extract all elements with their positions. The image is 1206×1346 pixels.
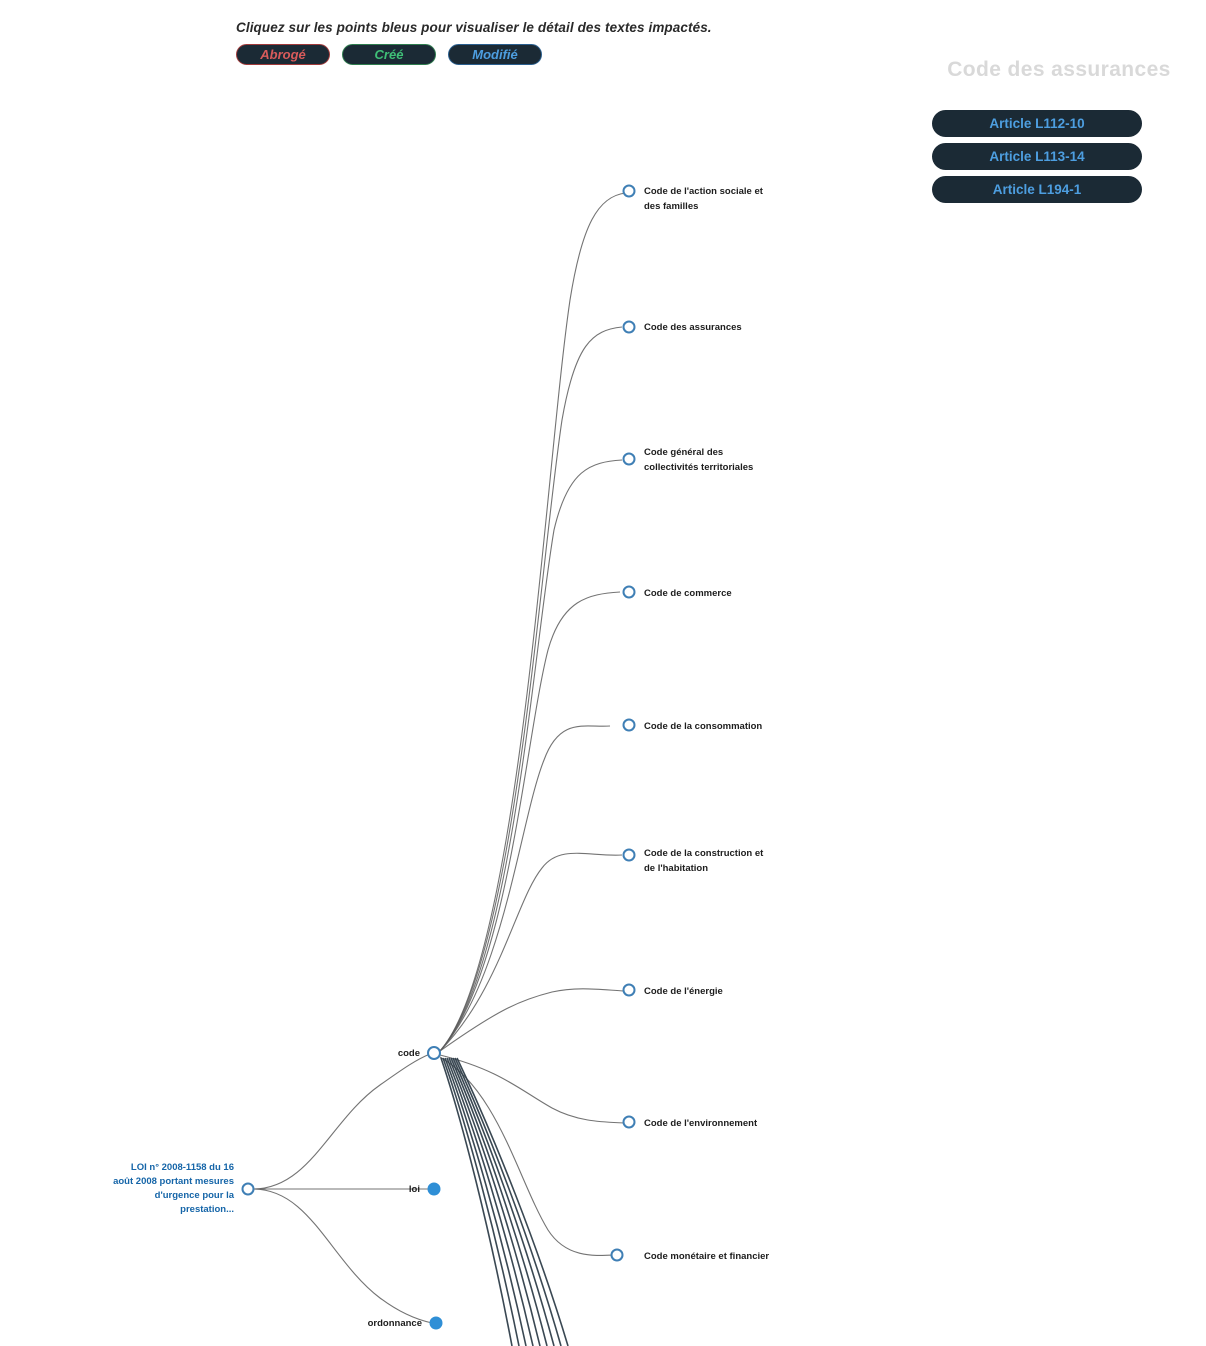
node-code-commerce[interactable] — [624, 587, 635, 598]
node-code-cgct-label-line2: collectivités territoriales — [644, 462, 754, 473]
legend-hint: Cliquez sur les points bleus pour visualiser le détail des textes impactés. — [236, 20, 712, 35]
node-category-loi-label: loi — [408, 1184, 420, 1195]
node-code-energie-label: Code de l'énergie — [644, 986, 723, 997]
node-root[interactable] — [243, 1184, 254, 1195]
node-root-label-line3: d'urgence pour la — [154, 1190, 234, 1201]
node-category-ordonnance[interactable] — [430, 1317, 442, 1329]
node-root-label-line4: prestation... — [180, 1204, 234, 1215]
node-code-consommation-label: Code de la consommation — [644, 721, 763, 732]
node-category-ordonnance-label: ordonnance — [367, 1318, 422, 1329]
node-code-action-sociale-label-line1: Code de l'action sociale et — [644, 186, 763, 197]
node-code-monetaire[interactable] — [612, 1250, 623, 1261]
legend-label-cree: Créé — [374, 47, 404, 62]
node-code-environnement-label: Code de l'environnement — [644, 1118, 758, 1129]
node-code-construction[interactable] — [624, 850, 635, 861]
legend-label-modifie: Modifié — [472, 47, 518, 62]
node-code-construction-label-line1: Code de la construction et — [644, 848, 764, 859]
node-code-cgct[interactable] — [624, 454, 635, 465]
node-category-code-label: code — [397, 1048, 420, 1059]
node-code-construction-label-line2: de l'habitation — [644, 863, 709, 874]
edge-code-to-commerce — [440, 592, 620, 1051]
edge-code-to-construction — [440, 853, 622, 1051]
node-code-cgct-label-line1: Code général des — [644, 447, 724, 458]
node-code-assurances[interactable] — [624, 322, 635, 333]
node-code-assurances-label: Code des assurances — [644, 322, 742, 333]
edge-root-to-code — [253, 1054, 430, 1189]
edge-root-to-ordonnance — [253, 1189, 432, 1323]
panel-title: Code des assurances — [947, 58, 1171, 81]
article-label: Article L194-1 — [992, 182, 1082, 197]
article-label: Article L112-10 — [989, 116, 1085, 131]
edge-code-to-action-sociale — [440, 193, 626, 1051]
node-root-label-line1: LOI n° 2008-1158 du 16 — [130, 1162, 234, 1173]
node-code-consommation[interactable] — [624, 720, 635, 731]
node-code-action-sociale[interactable] — [624, 186, 635, 197]
node-category-code[interactable] — [428, 1047, 440, 1059]
node-code-energie[interactable] — [624, 985, 635, 996]
node-category-loi[interactable] — [428, 1183, 440, 1195]
edge-code-to-assurances — [440, 327, 622, 1051]
node-code-action-sociale-label-line2: des familles — [644, 201, 699, 212]
node-code-monetaire-label: Code monétaire et financier — [644, 1251, 770, 1262]
node-code-commerce-label: Code de commerce — [644, 588, 732, 599]
article-label: Article L113-14 — [989, 149, 1085, 164]
node-code-environnement[interactable] — [624, 1117, 635, 1128]
edge-code-to-cgct — [440, 460, 622, 1051]
node-root-label-line2: août 2008 portant mesures — [113, 1176, 234, 1187]
legend-label-abroge: Abrogé — [260, 47, 306, 62]
